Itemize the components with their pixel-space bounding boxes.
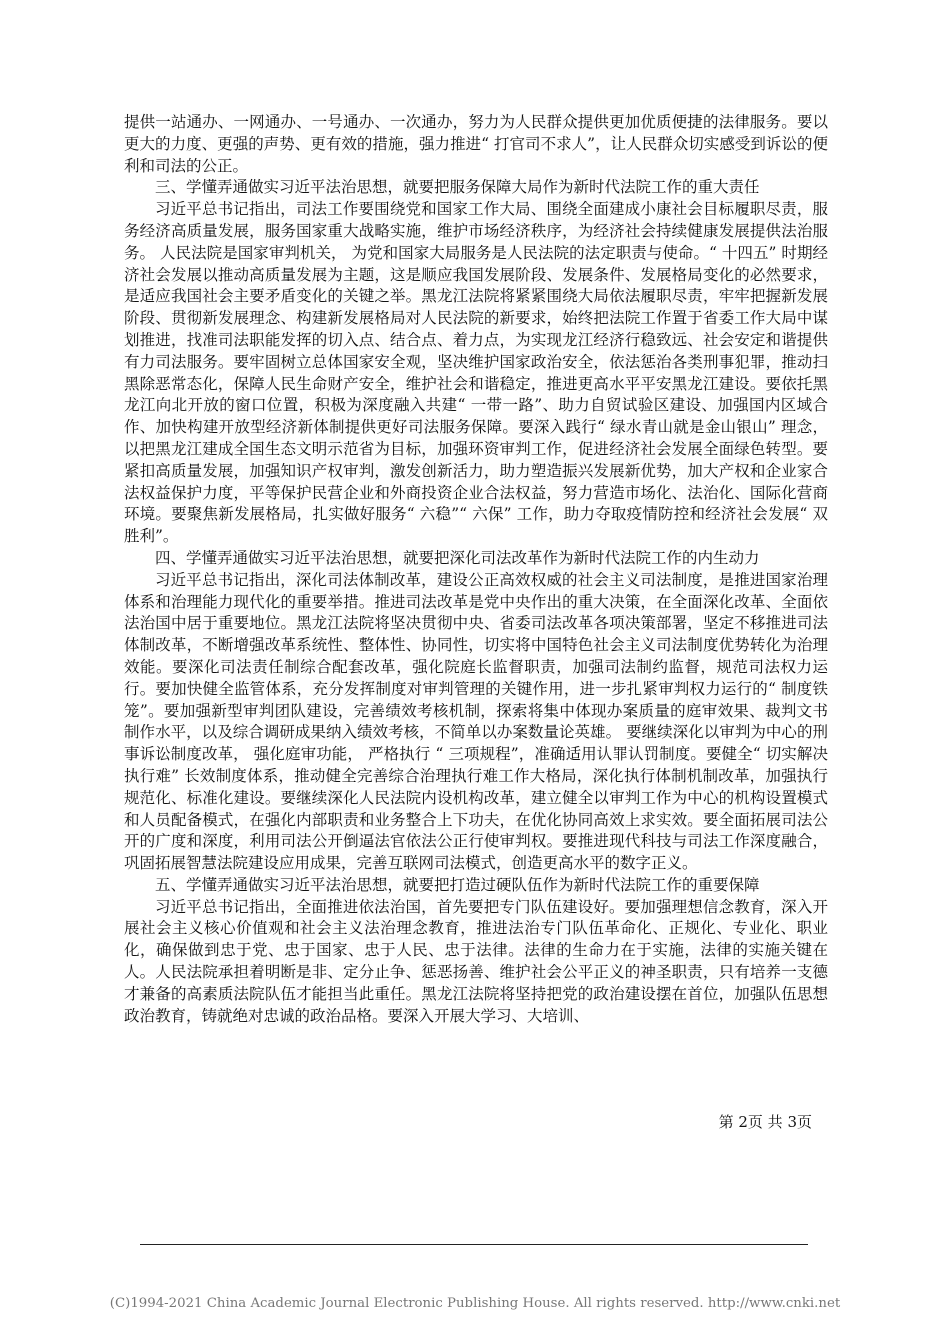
paragraph: 习近平总书记指出，全面推进依法治国，首先要把专门队伍建设好。要加强理想信念教育，深入开展社会主义核心价值观和社会主义法治理念教育，推进法治专门队伍革命化、正规化、专业化、职业化，确保做到忠于党、忠于国家、忠于人民、忠于法律。法律的生命力在于实施，法律的实施关键在人。人民法院承担着明断是非、定分止争、惩恶扬善、维护社会公平正义的神圣职责，只有培养一支德才兼备的高素质法院队伍才能担当此重任。黑龙江法院将坚持把党的政治建设摆在首位，加强队伍思想政治教育，铸就绝对忠诚的政治品格。要深入开展大学习、大培训、 xyxy=(124,897,828,1025)
paragraph: 习近平总书记指出，司法工作要围绕党和国家工作大局、围绕全面建成小康社会目标履职尽责，服务经济高质量发展，服务国家重大战略实施，维护市场经济秩序，为经济社会持续健康发展提供法治服务。 人民法院是国家审判机关， 为党和国家大局服务是人民法院的法定职责与使命。“ 十四五” 时期经济社会发展以推动高质量发展为主题，这是顺应我国发展阶段、发展条件、发展格局变化的必然要求，是适应我国社会主要矛盾变化的关键之举。黑龙江法院将紧紧围绕大局依法履职尽责，牢牢把握新发展阶段、贯彻新发展理念、构建新发展格局对人民法院的新要求，始终把法院工作置于省委工作大局中谋划推进，找准司法职能发挥的切入点、结合点、着力点，为实现龙江经济行稳致远、社会安定和谐提供有力司法服务。要牢固树立总体国家安全观，坚决维护国家政治安全，依法惩治各类刑事犯罪，推动扫黑除恶常态化，保障人民生命财产安全，维护社会和谐稳定，推进更高水平平安黑龙江建设。要依托黑龙江向北开放的窗口位置，积极为深度融入共建“ 一带一路”、助力自贸试验区建设、加强国内区域合作、加快构建开放型经济新体制提供更好司法服务保障。要深入践行“ 绿水青山就是金山银山” 理念，以把黑龙江建成全国生态文明示范省为目标，加强环资审判工作，促进经济社会发展全面绿色转型。要紧扣高质量发展，加强知识产权审判，激发创新活力，助力塑造振兴发展新优势，加大产权和企业家合法权益保护力度，平等保护民营企业和外商投资企业合法权益，努力营造市场化、法治化、国际化营商环境。要聚焦新发展格局，扎实做好服务“ 六稳”“ 六保” 工作，助力夺取疫情防控和经济社会发展“ 双胜利”。 xyxy=(124,200,828,546)
section-heading-3: 三、学懂弄通做实习近平法治思想，就要把服务保障大局作为新时代法院工作的重大责任 xyxy=(155,178,760,197)
copyright-line: (C)1994-2021 China Academic Journal Electronic Publishing House. All rights reserved. http://www.cnki.net xyxy=(109,1296,841,1311)
body-text xyxy=(124,112,828,1027)
paragraph: 提供一站通办、一网通办、一号通办、一次通办，努力为人民群众提供更加优质便捷的法律服务。要以更大的力度、更强的声势、更有效的措施，强力推进“ 打官司不求人”，让人民群众切实感受到诉讼的便利和司法的公正。 xyxy=(124,113,828,175)
footer-divider xyxy=(140,1244,808,1245)
paragraph: 习近平总书记指出，深化司法体制改革，建设公正高效权威的社会主义司法制度，是推进国家治理体系和治理能力现代化的重要举措。推进司法改革是党中央作出的重大决策，在全面深化改革、全面依法治国中居于重要地位。黑龙江法院将坚决贯彻中央、省委司法改革各项决策部署，坚定不移推进司法体制改革，不断增强改革系统性、整体性、协同性，切实将中国特色社会主义司法制度优势转化为治理效能。要深化司法责任制综合配套改革，强化院庭长监督职责，加强司法制约监督，规范司法权力运行。要加快健全监管体系，充分发挥制度对审判管理的关键作用，进一步扎紧审判权力运行的“ 制度铁笼”。要加强新型审判团队建设，完善绩效考核机制，探索将集中体现办案质量的庭审效果、裁判文书制作水平，以及综合调研成果纳入绩效考核，不简单以办案数量论英雄。 要继续深化以审判为中心的刑事诉讼制度改革， 强化庭审功能， 严格执行 “ 三项规程”，准确适用认罪认罚制度。要健全“ 切实解决执行难” 长效制度体系，推动健全完善综合治理执行难工作大格局，深化执行体制机制改革，加强执行规范化、标准化建设。要继续深化人民法院内设机构改革，建立健全以审判工作为中心的机构设置模式和人员配备模式，在强化内部职责和业务整合上下功夫，在优化协同高效上求实效。要全面拓展司法公开的广度和深度，利用司法公开倒逼法官依法公正行使审判权。要推进现代科技与司法工作深度融合，巩固拓展智慧法院建设应用成果，完善互联网司法模式，创造更高水平的数字正义。 xyxy=(124,570,828,873)
section-heading-4: 四、学懂弄通做实习近平法治思想，就要把深化司法改革作为新时代法院工作的内生动力 xyxy=(155,548,760,567)
section-heading-5: 五、学懂弄通做实习近平法治思想，就要把打造过硬队伍作为新时代法院工作的重要保障 xyxy=(155,875,760,894)
page-number: 第 2页 共 3页 xyxy=(718,1113,812,1131)
